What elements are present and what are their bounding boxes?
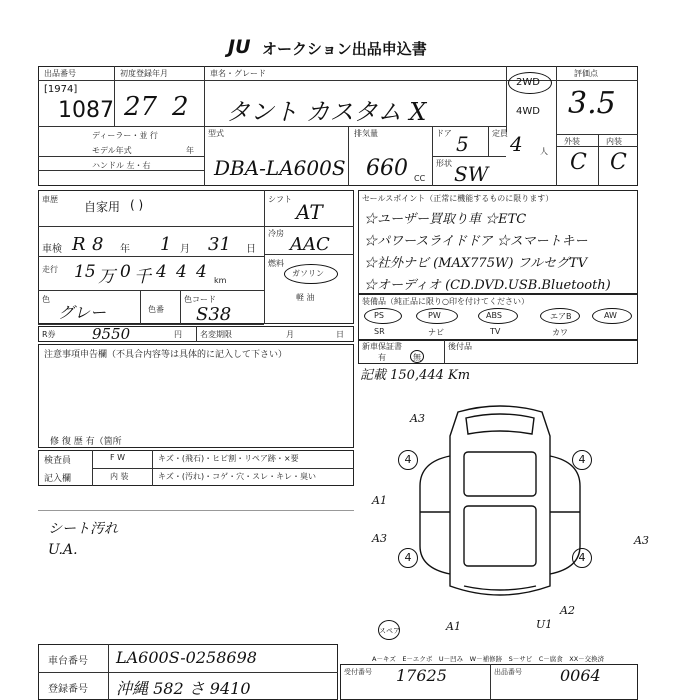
fw-desc: キズ・(飛石)・ヒビ割・リペア跡・×要 [158, 454, 299, 463]
lot-no-small: [1974] [44, 84, 78, 95]
equipment-label: 装備品（純正品に限り○印を付けてください） [362, 297, 529, 306]
yen-label: 円 [174, 330, 182, 339]
reg-no-value: 沖縄 582 さ 9410 [116, 679, 251, 698]
tire-rear-left-icon: 4 [398, 548, 418, 568]
selling-point-3: ☆社外ナビ (MAX775W) フルセグTV [364, 256, 588, 271]
name-change-label: 名変期限 [200, 330, 232, 339]
tire-front-right-icon: 4 [572, 450, 592, 470]
interior-label: 内装 [606, 137, 622, 146]
exterior-label: 外装 [564, 137, 580, 146]
first-reg-label: 初度登録年月 [120, 69, 168, 78]
equip-sr: SR [374, 327, 385, 336]
equip-abs: ABS [486, 311, 502, 320]
displacement-label: 排気量 [354, 129, 378, 138]
recycle-value: 9550 [92, 325, 131, 343]
equip-leather: カワ [552, 328, 568, 337]
shape-label: 形状 [436, 159, 452, 168]
mark-a2-bottom: A2 [560, 604, 575, 617]
mileage-digit-7: 4 [196, 262, 207, 282]
reception-no-label: 受付番号 [344, 668, 372, 676]
warranty-no: 無 [413, 353, 421, 362]
first-reg-month: 2 [172, 92, 189, 122]
inspection-era: R [72, 234, 86, 255]
equip-airbag: エアB [550, 312, 572, 321]
tire-front-left-icon: 4 [398, 450, 418, 470]
mark-a1-bottom: A1 [446, 620, 461, 633]
mileage-digit-1: 15 [74, 262, 96, 282]
door-value: 5 [456, 132, 469, 156]
reception-no-value: 17625 [396, 666, 447, 685]
cooler-value: AAC [290, 234, 330, 255]
color-code-value: S38 [196, 304, 232, 325]
color-value: グレー [58, 303, 107, 322]
fw-label: F W [110, 453, 126, 462]
interior-grade: C [610, 150, 627, 175]
mark-a1-left: A1 [372, 494, 387, 507]
chassis-no-value: LA600S-0258698 [116, 648, 257, 667]
color-label: 色 [42, 295, 50, 304]
use-label: 車歴 [42, 195, 58, 204]
shift-value: AT [296, 200, 323, 224]
handle-label: ハンドル 左・右 [92, 161, 151, 170]
selling-point-2: ☆パワースライドドア ☆スマートキー [364, 234, 588, 249]
warranty-label: 新車保証書 [362, 342, 402, 351]
shape-value: SW [454, 162, 489, 186]
lot-no-value: 1087 [58, 98, 114, 123]
model-type-value: DBA-LA600S [214, 156, 346, 180]
exhibit-no-value: 0064 [560, 666, 601, 685]
color-no-label: 色番 [148, 305, 164, 314]
cooler-label: 冷房 [268, 229, 284, 238]
mileage-digit-4: 千 [134, 267, 151, 287]
inspection-day: 31 [208, 234, 231, 255]
inspection-month: 1 [160, 234, 172, 255]
dealer-label: ディーラー・並 行 [92, 131, 158, 140]
inspection-year: 8 [92, 234, 104, 255]
exterior-grade: C [570, 150, 587, 175]
mileage-label: 走行 [42, 265, 58, 274]
equip-navi: ナビ [428, 328, 444, 337]
mark-a3-right: A3 [634, 534, 649, 547]
reg-no-label: 登録番号 [48, 684, 88, 695]
mark-u1-bottom: U1 [536, 618, 553, 631]
car-name-label: 車名・グレード [210, 69, 266, 78]
lot-no-label: 出品番号 [44, 69, 76, 78]
inspector-label: 検査員 [44, 456, 72, 466]
form-title: オークション出品申込書 [262, 40, 427, 58]
year-unit-label: 年 [186, 146, 194, 155]
car-name-value: タント カスタム X [226, 98, 427, 126]
notes-label: 注意事項申告欄（不具合内容等は具体的に記入して下さい） [44, 350, 288, 360]
fuel-other-label: 軽 油 [296, 293, 315, 302]
capacity-label: 定員 [492, 129, 508, 138]
note-line-1: シート汚れ [48, 521, 118, 537]
exhibit-no-label: 出品番号 [494, 668, 522, 676]
mileage-digit-3: 0 [120, 262, 131, 282]
recycle-label: R券 [42, 330, 56, 339]
inspection-label: 車検 [42, 244, 62, 255]
fuel-label: 燃料 [268, 259, 284, 268]
fuel-value: ガソリン [292, 269, 324, 278]
damage-legend: A－キズ E－エクボ U－凹み W－補修跡 S－サビ C－腐食 XX－交換済 [372, 655, 605, 663]
use-paren: ( ) [130, 198, 144, 212]
naisou-desc: キズ・(汚れ)・コゲ・穴・スレ・キレ・臭い [158, 472, 317, 481]
model-type-label: 型式 [208, 129, 224, 138]
inspection-day-unit: 日 [246, 244, 256, 255]
first-reg-year: 27 [124, 92, 158, 122]
mileage-digit-6: 4 [176, 262, 187, 282]
mark-a3-left: A3 [372, 532, 387, 545]
selling-points-label: セールスポイント（正常に機能するものに限ります） [362, 194, 554, 203]
capacity-value: 4 [510, 132, 523, 156]
recorder-label: 記入欄 [44, 474, 72, 484]
equip-aw: AW [604, 311, 617, 320]
afterfit-label: 後付品 [448, 342, 472, 351]
mileage-digit-2: 万 [98, 267, 115, 287]
shift-label: シフト [268, 195, 292, 204]
person-unit: 人 [540, 147, 548, 156]
naisou-label: 内 装 [110, 472, 129, 481]
wd-option-4: 4WD [516, 106, 540, 117]
inspection-year-unit: 年 [120, 244, 130, 255]
displacement-value: 660 [366, 156, 408, 181]
equip-pw: PW [428, 311, 441, 320]
rating-label: 評価点 [574, 69, 598, 78]
mileage-note: 記載 150,444 Km [360, 368, 471, 383]
name-change-month: 月 [286, 330, 294, 339]
mark-a3-top: A3 [410, 412, 425, 425]
note-line-2: U.A. [48, 542, 78, 558]
km-label: km [214, 276, 227, 285]
warranty-yes: 有 [378, 353, 386, 362]
chassis-no-label: 車台番号 [48, 656, 88, 667]
color-code-label: 色コード [184, 295, 216, 304]
mileage-digit-5: 4 [156, 262, 167, 282]
name-change-day: 日 [336, 330, 344, 339]
car-diagram [380, 396, 620, 626]
selling-point-4: ☆オーディオ (CD.DVD.USB.Bluetooth) [364, 278, 611, 293]
use-value: 自家用 [84, 200, 121, 214]
spare-label: スペア [379, 627, 400, 635]
equip-ps: PS [374, 311, 384, 320]
auction-logo: JU [228, 36, 251, 58]
model-year-label: モデル年式 [92, 146, 132, 155]
rating-value: 3.5 [568, 86, 616, 121]
equip-tv: TV [490, 327, 501, 336]
wd-option-2: 2WD [516, 77, 540, 88]
inspection-month-unit: 月 [180, 244, 190, 255]
cc-label: CC [414, 174, 426, 183]
door-label: ドア [436, 129, 452, 138]
selling-point-1: ☆ユーザー買取り車 ☆ETC [364, 212, 527, 227]
repair-history-label: 修 復 歴 有（箇所 [50, 437, 122, 447]
tire-rear-right-icon: 4 [572, 548, 592, 568]
